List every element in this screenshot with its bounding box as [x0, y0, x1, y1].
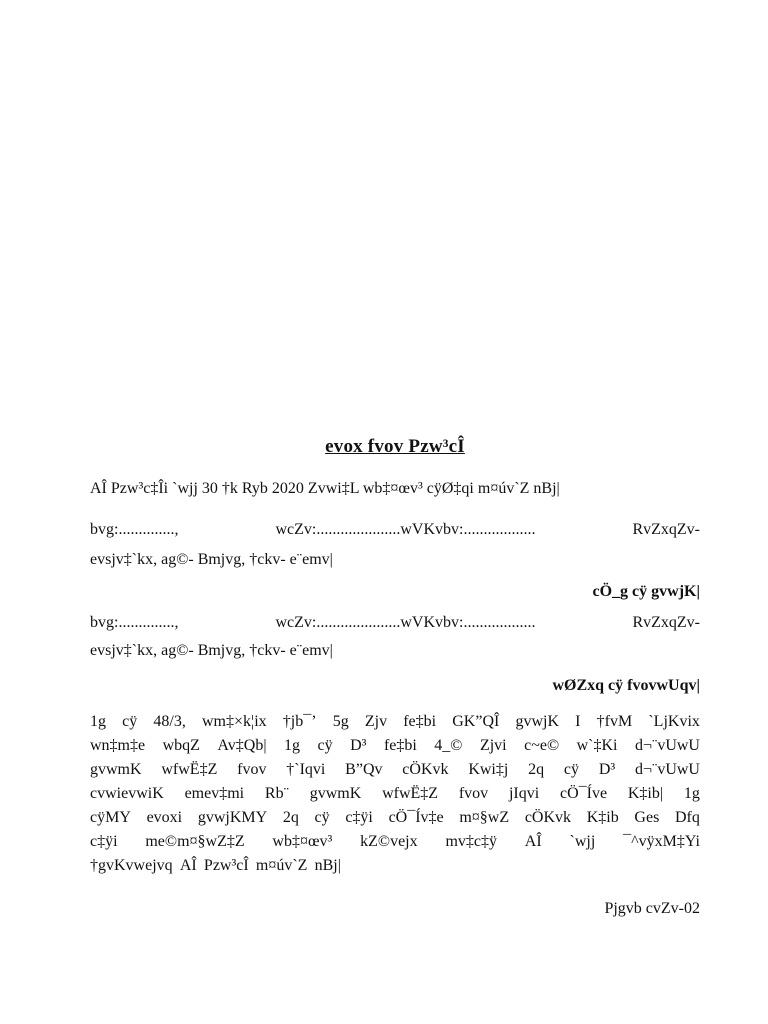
paragraph-word: d¬¨vUwU	[634, 761, 700, 778]
paragraph-word: Dfq	[674, 809, 700, 826]
paragraph-word: gvwjK	[515, 713, 560, 730]
paragraph-word: I	[575, 713, 581, 730]
party1-details-line	[90, 519, 700, 541]
paragraph-word: c‡ÿi	[90, 833, 118, 850]
paragraph-word: K‡ib	[586, 809, 619, 826]
paragraph-word: c~e©	[524, 737, 560, 754]
paragraph-word: fe‡bi	[403, 713, 437, 730]
paragraph-word: K‡ib|	[627, 785, 664, 802]
paragraph-word: D³	[350, 737, 367, 754]
agreement-paragraph	[90, 710, 700, 878]
paragraph-word: 1g	[284, 737, 301, 754]
paragraph-word: fvov	[237, 761, 267, 778]
paragraph-word: cÿ	[317, 737, 333, 754]
paragraph-word: m¤úv`Z	[255, 857, 308, 874]
paragraph-line	[90, 806, 700, 830]
paragraph-word: Pzw³cÎ	[203, 857, 249, 874]
paragraph-word: cÖKvk	[402, 761, 449, 778]
paragraph-word: 1g	[90, 713, 106, 730]
paragraph-word: mv‡c‡ÿ	[445, 833, 497, 850]
party1-nationality-label: RvZxqZv-	[632, 521, 700, 538]
paragraph-word: AÎ	[524, 833, 542, 850]
paragraph-word: wfwË‡Z	[382, 785, 439, 802]
paragraph-word: 5g	[332, 713, 349, 730]
paragraph-word: 2q	[282, 809, 299, 826]
party2-role: wØZxq cÿ fvovwUqv|	[552, 677, 700, 694]
paragraph-word: c‡ÿi	[345, 809, 373, 826]
paragraph-word: kZ©vejx	[360, 833, 418, 850]
paragraph-word: me©m¤§wZ‡Z	[145, 833, 245, 850]
party1-name-field: bvg:..............,	[90, 521, 179, 538]
paragraph-word: fe‡bi	[383, 737, 417, 754]
paragraph-line	[90, 854, 700, 878]
paragraph-word: gvwjKMY	[197, 809, 268, 826]
paragraph-word: fvov	[458, 785, 489, 802]
party1-father-address-field: wcZv:.....................wVKvbv:..................	[275, 521, 536, 538]
paragraph-word: Zjv	[364, 713, 388, 730]
paragraph-word: `LjKvix	[648, 713, 700, 730]
paragraph-word: m¤§wZ	[459, 809, 510, 826]
paragraph-word: gvwmK	[90, 761, 142, 778]
paragraph-word: cÿ	[122, 713, 138, 730]
party1-role: cÖ_g cÿ gvwjK|	[592, 583, 700, 600]
paragraph-word: Zjvi	[479, 737, 507, 754]
paragraph-word: cÿ	[314, 809, 330, 826]
paragraph-word: w`‡Ki	[576, 737, 618, 754]
paragraph-word: wn‡m‡e	[90, 737, 146, 754]
paragraph-line	[90, 758, 700, 782]
paragraph-word: wb‡¤œv³	[272, 833, 333, 850]
paragraph-word: ¯^vÿxM‡Yi	[623, 833, 700, 850]
paragraph-word: Av‡Qb|	[217, 737, 267, 754]
paragraph-word: 1g	[683, 785, 700, 802]
paragraph-word: d¬¨vUwU	[634, 737, 700, 754]
paragraph-word: wbqZ	[162, 737, 200, 754]
document-title: evox fvov Pzw³cÎ	[325, 436, 465, 457]
paragraph-word: `wjj	[569, 833, 596, 850]
paragraph-word: cÿMY	[90, 809, 131, 826]
paragraph-word: cÖ¯Ív‡e	[388, 809, 444, 826]
document-page	[90, 0, 700, 1024]
paragraph-line	[90, 734, 700, 758]
paragraph-word: wm‡×k¦ix	[201, 713, 267, 730]
party2-nationality-label: RvZxqZv-	[632, 614, 700, 631]
paragraph-word: cÖKvk	[524, 809, 572, 826]
paragraph-line	[90, 710, 700, 734]
intro-line: AÎ Pzw³c‡Îi `wjj 30 †k Ryb 2020 Zvwi‡L wb‡¤œv³ cÿØ‡qi m¤úv`Z nBj|	[90, 480, 560, 497]
party2-details-line	[90, 612, 700, 634]
paragraph-line	[90, 830, 700, 854]
paragraph-word: jIqvi	[508, 785, 540, 802]
paragraph-word: cÿ	[563, 761, 580, 778]
signature-line: Pjgvb cvZv-02	[604, 900, 700, 917]
paragraph-word: GK”QÎ	[452, 713, 500, 730]
party1-details-line-2: evsjv‡`kx, ag©- Bmjvg, †ckv- e¨emv|	[90, 551, 333, 568]
paragraph-word: D³	[598, 761, 616, 778]
party2-details-line-2: evsjv‡`kx, ag©- Bmjvg, †ckv- e¨emv|	[90, 642, 333, 659]
paragraph-word: emev‡mi	[184, 785, 245, 802]
paragraph-word: wfwË‡Z	[161, 761, 218, 778]
paragraph-word: AÎ	[179, 857, 197, 874]
paragraph-word: B”Qv	[345, 761, 383, 778]
paragraph-word: Ges	[634, 809, 660, 826]
paragraph-line	[90, 782, 700, 806]
paragraph-word: Rb¨	[264, 785, 289, 802]
paragraph-word: 4_©	[434, 737, 463, 754]
paragraph-word: cvwievwiK	[90, 785, 164, 802]
paragraph-word: evoxi	[146, 809, 183, 826]
paragraph-word: nBj|	[314, 857, 341, 874]
paragraph-word: †fvM	[596, 713, 633, 730]
paragraph-word: †`Iqvi	[286, 761, 326, 778]
party2-father-address-field: wcZv:.....................wVKvbv:..................	[275, 614, 536, 631]
party2-name-field: bvg:..............,	[90, 614, 179, 631]
paragraph-word: gvwmK	[309, 785, 362, 802]
paragraph-word: cÖ¯Íve	[559, 785, 608, 802]
paragraph-word: †gvKvwejvq	[90, 857, 173, 874]
paragraph-word: 48/3,	[153, 713, 186, 730]
paragraph-word: Kwi‡j	[468, 761, 509, 778]
paragraph-word: 2q	[528, 761, 545, 778]
paragraph-word: †jb¯’	[282, 713, 317, 730]
